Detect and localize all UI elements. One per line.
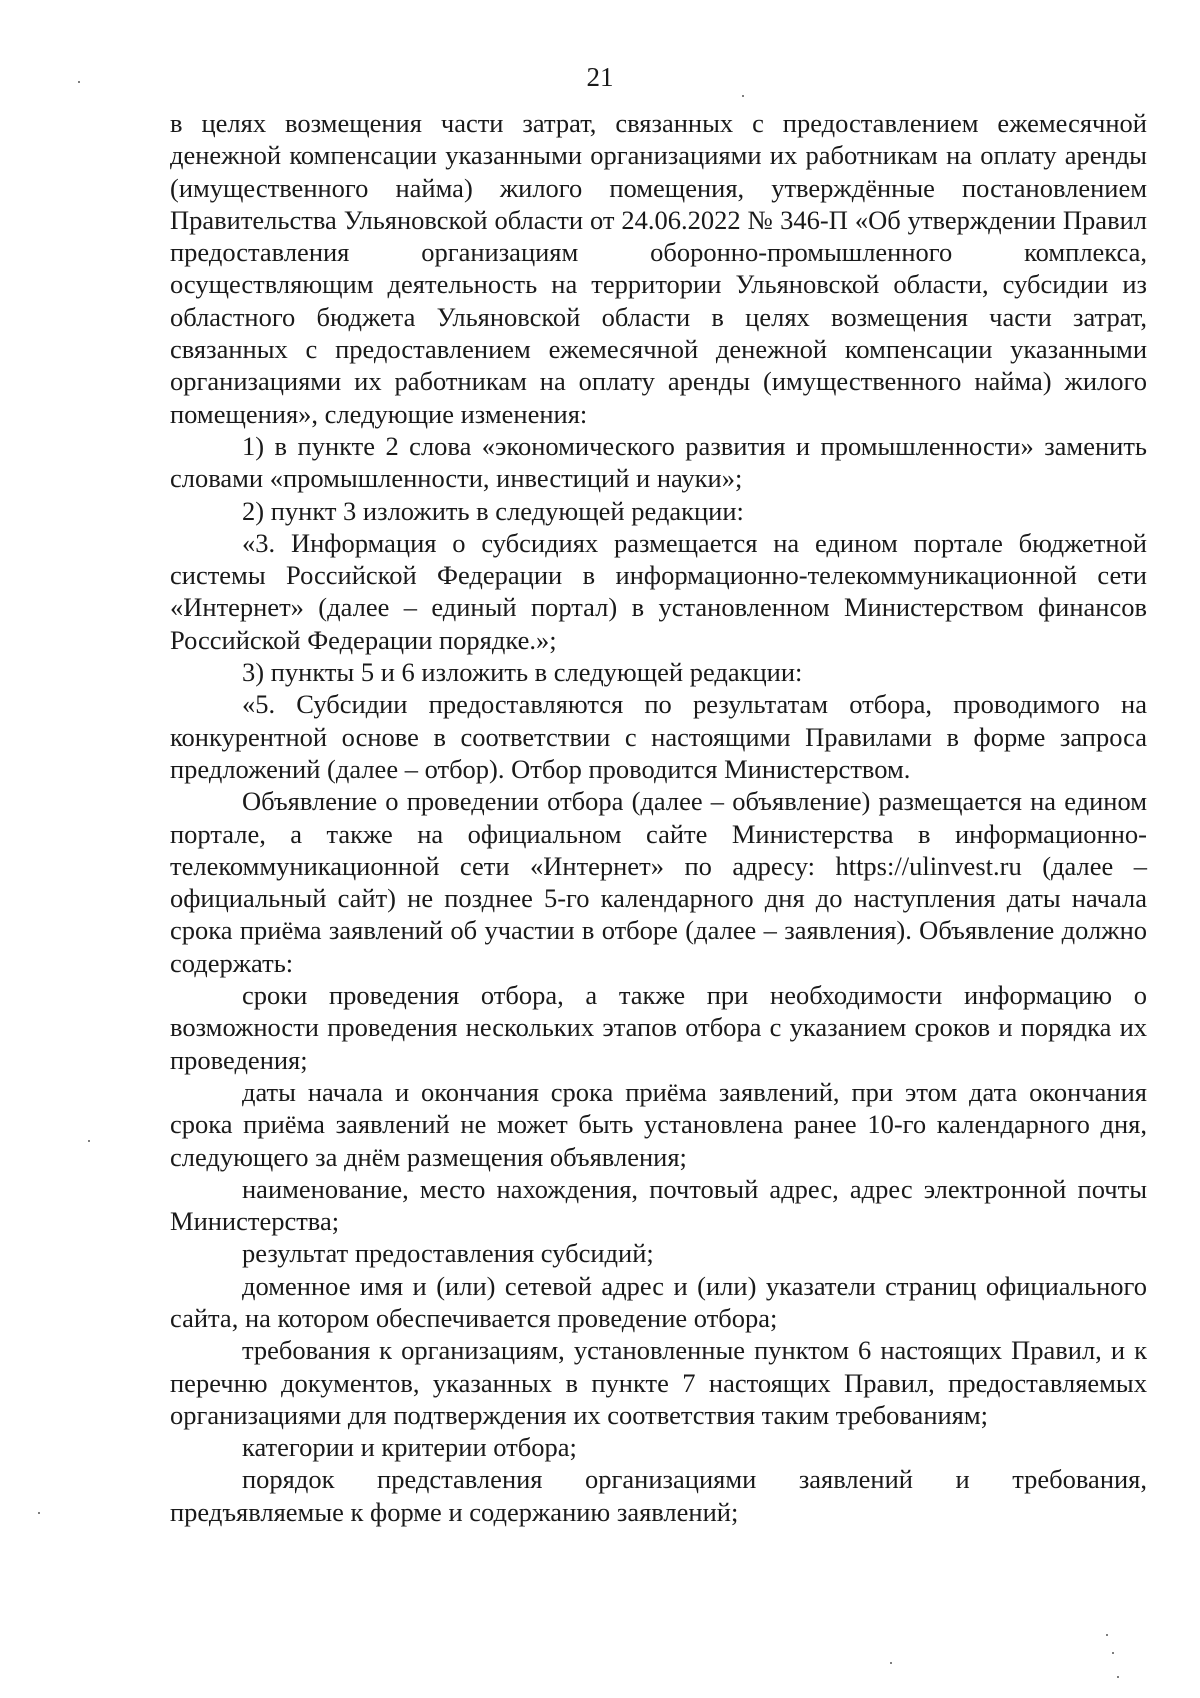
paragraph-ministry-contacts: наименование, место нахождения, почтовый адрес, адрес электронной почты Министерства; — [170, 1173, 1147, 1237]
paragraph-subsidy-result: результат предоставления субсидий; — [242, 1238, 654, 1269]
scan-speck — [890, 1662, 892, 1664]
scan-speck — [1117, 1676, 1119, 1678]
page-number: 21 — [586, 62, 614, 92]
scan-speck — [742, 95, 744, 97]
paragraph-announcement: Объявление о проведении отбора (далее – объявление) размещается на едином портале, а также на официальном сайте Министерства в информационно-телекоммуникационной сети «Интернет» по адресу: https://ulinvest.ru (далее – официальный сайт) не позднее 5-го календарного дня до наступления даты начала срока приёма заявлений об участии в отборе (далее – заявления). Объявление должно содержать: — [170, 786, 1147, 978]
paragraph-item-2: 2) пункт 3 изложить в следующей редакции: — [242, 495, 744, 526]
scan-speck — [38, 1512, 40, 1514]
document-body — [170, 107, 1147, 1528]
paragraph-organization-requirements: требования к организациям, установленные пунктом 6 настоящих Правил, и к перечню документов, указанных в пункте 7 настоящих Правил, предоставляемых организациями для подтверждения их соответствия таким требованиям; — [170, 1335, 1147, 1430]
paragraph-selection-criteria: категории и критерии отбора; — [242, 1432, 577, 1463]
scan-speck — [1106, 1634, 1108, 1636]
paragraph-selection-terms: сроки проведения отбора, а также при необходимости информацию о возможности проведения нескольких этапов отбора с указанием сроков и порядка их проведения; — [170, 980, 1147, 1075]
scan-speck — [1112, 1652, 1114, 1654]
scan-speck — [78, 81, 80, 83]
paragraph-application-dates: даты начала и окончания срока приёма заявлений, при этом дата окончания срока приёма заявлений не может быть установлена ранее 10-го календарного дня, следующего за днём размещения объявления; — [170, 1076, 1147, 1172]
paragraph-domain-name: доменное имя и (или) сетевой адрес и (или) указатели страниц официального сайта, на котором обеспечивается проведение отбора; — [170, 1270, 1147, 1333]
paragraph-item-3: 3) пункты 5 и 6 изложить в следующей редакции: — [242, 657, 803, 688]
paragraph-application-procedure: порядок представления организациями заявлений и требования, предъявляемые к форме и содержанию заявлений; — [170, 1464, 1147, 1527]
paragraph-rules-amendment: в целях возмещения части затрат, связанных с предоставлением ежемесячной денежной компенсации указанными организациями их работникам на оплату аренды (имущественного найма) жилого помещения, утверждённые постановлением Правительства Ульяновской области от 24.06.2022 № 346-П «Об утверждении Правил предоставления организациям оборонно-промышленного комплекса, осуществляющим деятельность на территории Ульяновской области, субсидии из областного бюджета Ульяновской области в целях возмещения части затрат, связанных с предоставлением ежемесячной денежной компенсации указанными организациями их работникам на оплату аренды (имущественного найма) жилого помещения», следующие изменения: — [170, 108, 1147, 429]
paragraph-item-1: 1) в пункте 2 слова «экономического развития и промышленности» заменить словами «промышленности, инвестиций и науки»; — [170, 430, 1147, 494]
scan-speck — [88, 1140, 90, 1142]
paragraph-point-3: «3. Информация о субсидиях размещается на едином портале бюджетной системы Российской Федерации в информационно-телекоммуникационной сети «Интернет» (далее – единый портал) в установленном Министерством финансов Российской Федерации порядке.»; — [170, 527, 1147, 655]
paragraph-point-5: «5. Субсидии предоставляются по результатам отбора, проводимого на конкурентной основе в соответствии с настоящими Правилами в форме запроса предложений (далее – отбор). Отбор проводится Министерством. — [170, 689, 1147, 784]
